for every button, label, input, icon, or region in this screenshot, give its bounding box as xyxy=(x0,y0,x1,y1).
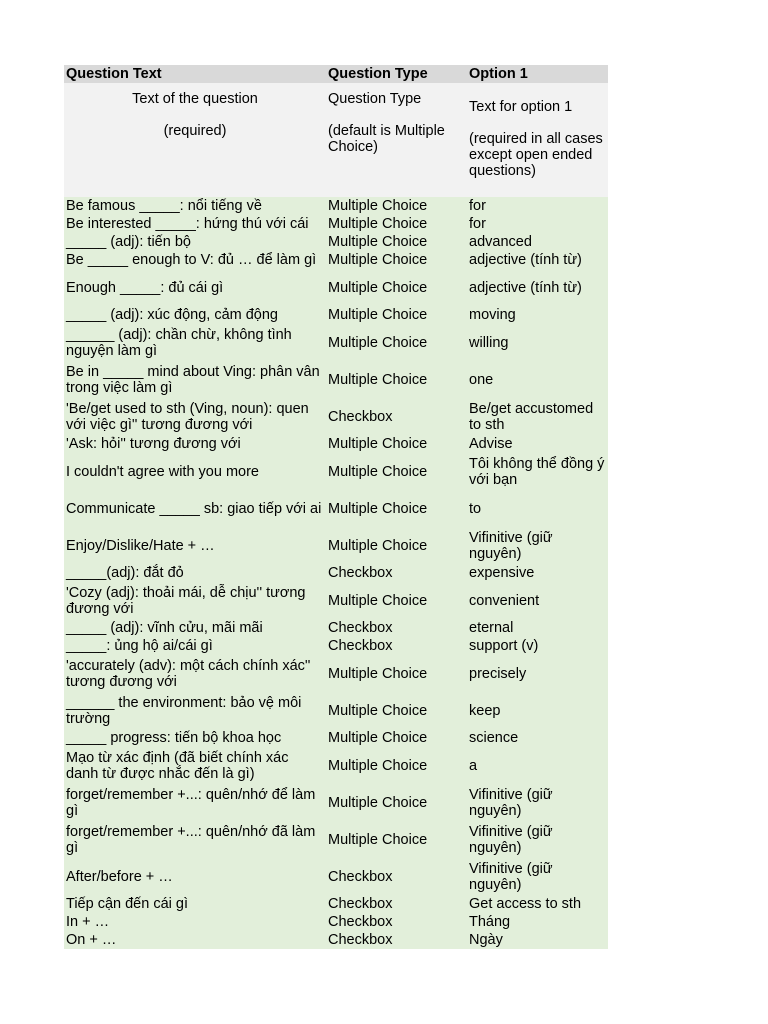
table-row xyxy=(64,269,608,306)
question-type-cell[interactable]: Multiple Choice xyxy=(328,234,428,250)
question-cell[interactable]: Tiếp cận đến cái gì xyxy=(66,896,188,912)
question-type-cell[interactable]: Checkbox xyxy=(328,896,393,912)
table-row xyxy=(64,435,608,453)
option-cell[interactable]: science xyxy=(469,730,519,746)
question-cell[interactable]: I couldn't agree with you more xyxy=(66,463,259,480)
header-question-text[interactable]: Question Text xyxy=(66,66,162,82)
table-row xyxy=(64,490,608,527)
question-cell[interactable]: ______ the environment: bảo vệ môi trường xyxy=(66,694,302,727)
option-cell[interactable]: to xyxy=(469,500,482,517)
header-question-type[interactable]: Question Type xyxy=(328,66,428,82)
question-cell[interactable]: In + … xyxy=(66,914,110,930)
question-cell[interactable]: Be famous _____: nổi tiếng về xyxy=(66,198,262,214)
question-type-cell[interactable]: Checkbox xyxy=(328,565,393,581)
header-row xyxy=(64,65,608,83)
question-cell[interactable]: Mạo từ xác định (đã biết chính xác danh từ được nhắc đến là gì) xyxy=(66,749,289,782)
data-rows xyxy=(64,197,608,949)
option-cell[interactable]: Vifinitive (giữ nguyên) xyxy=(469,823,553,856)
instructions-line: Text of the question xyxy=(132,91,258,107)
option-cell[interactable]: Tôi không thể đồng ý với bạn xyxy=(469,455,605,488)
table-row xyxy=(64,637,608,655)
question-type-cell[interactable]: Multiple Choice xyxy=(328,463,428,480)
question-type-cell[interactable]: Multiple Choice xyxy=(328,831,428,848)
question-type-cell[interactable]: Multiple Choice xyxy=(328,334,428,351)
question-cell[interactable]: _____(adj): đắt đỏ xyxy=(66,565,184,581)
table-row xyxy=(64,564,608,582)
option-cell[interactable]: Ngày xyxy=(469,932,503,948)
option-cell[interactable]: for xyxy=(469,198,486,214)
question-cell[interactable]: 'accurately (adv): một cách chính xác'' tương đương với xyxy=(66,657,311,690)
question-cell[interactable]: Enjoy/Dislike/Hate + … xyxy=(66,537,215,554)
table-row xyxy=(64,324,608,361)
question-cell[interactable]: _____ (adj): tiến bộ xyxy=(66,234,191,250)
instructions-line: (default is Multiple Choice) xyxy=(328,123,445,155)
question-type-cell[interactable]: Multiple Choice xyxy=(328,665,428,682)
table-row xyxy=(64,215,608,233)
header-option-1[interactable]: Option 1 xyxy=(469,66,528,82)
question-cell[interactable]: forget/remember +...: quên/nhớ để làm gì xyxy=(66,786,316,819)
question-type-cell[interactable]: Multiple Choice xyxy=(328,702,428,719)
option-cell[interactable]: eternal xyxy=(469,620,514,636)
option-cell[interactable]: Get access to sth xyxy=(469,896,582,912)
option-cell[interactable]: adjective (tính từ) xyxy=(469,279,582,296)
question-cell[interactable]: On + … xyxy=(66,932,117,948)
table-row xyxy=(64,784,608,821)
question-cell[interactable]: _____ (adj): vĩnh cửu, mãi mãi xyxy=(66,620,263,636)
table-row xyxy=(64,729,608,747)
question-type-cell[interactable]: Checkbox xyxy=(328,932,393,948)
table-row xyxy=(64,233,608,251)
option-cell[interactable]: expensive xyxy=(469,565,535,581)
table-row xyxy=(64,858,608,895)
table-row xyxy=(64,931,608,949)
question-type-cell[interactable]: Checkbox xyxy=(328,620,393,636)
option-cell[interactable]: Vifinitive (giữ nguyên) xyxy=(469,786,553,819)
table-row xyxy=(64,306,608,324)
question-type-cell[interactable]: Multiple Choice xyxy=(328,757,428,774)
table-row xyxy=(64,655,608,692)
table-row xyxy=(64,361,608,398)
table-row xyxy=(64,619,608,637)
table-row xyxy=(64,197,608,215)
question-type-cell[interactable]: Checkbox xyxy=(328,408,393,425)
question-type-cell[interactable]: Multiple Choice xyxy=(328,307,428,323)
option-cell[interactable]: precisely xyxy=(469,665,527,682)
question-cell[interactable]: Be interested _____: hứng thú với cái xyxy=(66,216,309,232)
question-cell[interactable]: Communicate _____ sb: giao tiếp với ai xyxy=(66,500,322,517)
instructions-option-1[interactable] xyxy=(467,83,608,197)
question-cell[interactable]: 'Ask: hỏi'' tương đương với xyxy=(66,436,241,452)
question-cell[interactable]: _____ (adj): xúc động, cảm động xyxy=(66,307,278,323)
instructions-line: Question Type xyxy=(328,91,422,107)
instructions-line: (required in all cases except open ended questions) xyxy=(469,131,603,179)
table-row xyxy=(64,251,608,269)
question-type-cell[interactable]: Multiple Choice xyxy=(328,592,428,609)
option-cell[interactable]: Be/get accustomed to sth xyxy=(469,400,594,433)
spreadsheet-table xyxy=(64,65,608,949)
question-type-cell[interactable]: Checkbox xyxy=(328,914,393,930)
question-type-cell[interactable]: Checkbox xyxy=(328,638,393,654)
option-cell[interactable]: Vifinitive (giữ nguyên) xyxy=(469,529,553,562)
option-cell[interactable]: convenient xyxy=(469,592,540,609)
option-cell[interactable]: adjective (tính từ) xyxy=(469,252,582,268)
option-cell[interactable]: a xyxy=(469,757,478,774)
table-row xyxy=(64,527,608,564)
option-cell[interactable]: for xyxy=(469,216,486,232)
option-cell[interactable]: Vifinitive (giữ nguyên) xyxy=(469,860,553,893)
question-cell[interactable]: _____: ủng hộ ai/cái gì xyxy=(66,638,213,654)
instructions-row xyxy=(64,83,608,197)
question-cell[interactable]: forget/remember +...: quên/nhớ đã làm gì xyxy=(66,823,316,856)
question-type-cell[interactable]: Multiple Choice xyxy=(328,252,428,268)
option-cell[interactable]: Advise xyxy=(469,436,513,452)
table-row xyxy=(64,747,608,784)
table-row xyxy=(64,821,608,858)
question-type-cell[interactable]: Checkbox xyxy=(328,868,393,885)
table-row xyxy=(64,582,608,619)
question-type-cell[interactable]: Multiple Choice xyxy=(328,216,428,232)
question-cell[interactable]: Enough _____: đủ cái gì xyxy=(66,279,224,296)
question-type-cell[interactable]: Multiple Choice xyxy=(328,500,428,517)
option-cell[interactable]: advanced xyxy=(469,234,532,250)
table-row xyxy=(64,913,608,931)
instructions-line: Text for option 1 xyxy=(469,99,573,115)
option-cell[interactable]: willing xyxy=(469,334,509,351)
instructions-question-text[interactable] xyxy=(64,83,326,197)
question-type-cell[interactable]: Multiple Choice xyxy=(328,537,428,554)
instructions-line: (required) xyxy=(163,123,227,139)
question-type-cell[interactable]: Multiple Choice xyxy=(328,279,428,296)
table-row xyxy=(64,895,608,913)
question-cell[interactable]: Be in _____ mind about Ving: phân vân trong việc làm gì xyxy=(66,363,320,396)
option-cell[interactable]: Tháng xyxy=(469,914,511,930)
option-cell[interactable]: support (v) xyxy=(469,638,539,654)
question-cell[interactable]: After/before + … xyxy=(66,868,173,885)
option-cell[interactable]: one xyxy=(469,371,494,388)
question-type-cell[interactable]: Multiple Choice xyxy=(328,371,428,388)
question-cell[interactable]: Be _____ enough to V: đủ … để làm gì xyxy=(66,252,317,268)
question-type-cell[interactable]: Multiple Choice xyxy=(328,730,428,746)
question-type-cell[interactable]: Multiple Choice xyxy=(328,794,428,811)
question-cell[interactable]: 'Be/get used to sth (Ving, noun): quen với việc gì'' tương đương với xyxy=(66,400,309,433)
table-row xyxy=(64,692,608,729)
option-cell[interactable]: keep xyxy=(469,702,501,719)
table-row xyxy=(64,398,608,435)
instructions-question-type[interactable] xyxy=(326,83,467,197)
question-cell[interactable]: _____ progress: tiến bộ khoa học xyxy=(66,730,282,746)
question-cell[interactable]: ______ (adj): chần chừ, không tình nguyện làm gì xyxy=(66,326,292,359)
option-cell[interactable]: moving xyxy=(469,307,516,323)
question-type-cell[interactable]: Multiple Choice xyxy=(328,436,428,452)
table-row xyxy=(64,453,608,490)
question-type-cell[interactable]: Multiple Choice xyxy=(328,198,428,214)
question-cell[interactable]: 'Cozy (adj): thoải mái, dễ chịu'' tương đương với xyxy=(66,584,306,617)
